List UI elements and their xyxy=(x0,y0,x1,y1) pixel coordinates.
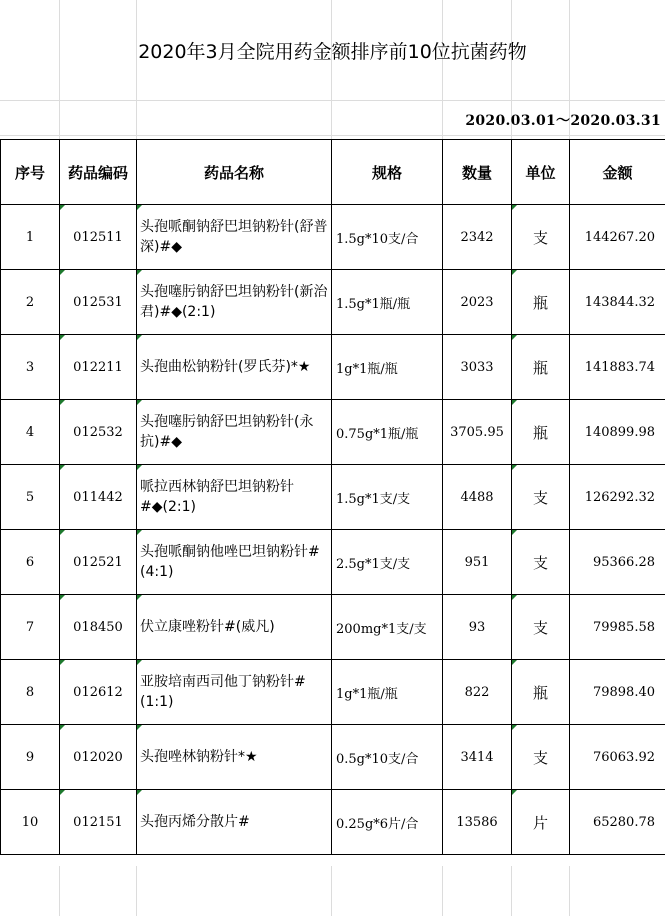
gridline xyxy=(0,135,665,136)
drug-spec xyxy=(332,335,443,400)
drug-unit-text: 支 xyxy=(532,228,548,247)
drug-name xyxy=(137,335,332,400)
drug-name-text: 头孢噻肟钠舒巴坦钠粉针(新治君)#◆(2:1) xyxy=(140,284,328,320)
drug-code xyxy=(60,335,137,400)
row-number-text: 6 xyxy=(25,554,35,570)
drug-spec-text: 1.5g*1瓶/瓶 xyxy=(336,296,411,312)
drug-unit-text: 瓶 xyxy=(532,358,548,377)
drug-name-text: 头孢噻肟钠舒巴坦钠粉针(永抗)#◆ xyxy=(140,414,314,450)
table-row xyxy=(1,465,665,530)
drug-quantity xyxy=(443,335,512,400)
row-number-text: 8 xyxy=(25,684,35,700)
drug-code-text: 012531 xyxy=(73,294,123,310)
drug-spec-text: 1g*1瓶/瓶 xyxy=(336,686,398,702)
drug-spec xyxy=(332,790,443,855)
drug-spec-text: 1g*1瓶/瓶 xyxy=(336,361,398,377)
row-number xyxy=(1,725,60,790)
drug-code xyxy=(60,270,137,335)
drug-amount xyxy=(570,335,665,400)
cell-comment-marker xyxy=(60,465,65,470)
drug-quantity xyxy=(443,270,512,335)
row-number-text: 9 xyxy=(25,749,35,765)
gridline xyxy=(59,866,60,916)
table-row xyxy=(1,400,665,465)
drug-unit xyxy=(512,790,570,855)
drug-name xyxy=(137,400,332,465)
cell-comment-marker xyxy=(137,530,142,535)
column-header: 数量 xyxy=(443,140,512,205)
drug-code xyxy=(60,400,137,465)
drug-quantity xyxy=(443,530,512,595)
cell-comment-marker xyxy=(60,790,65,795)
drug-unit xyxy=(512,660,570,725)
drug-amount-text: 144267.20 xyxy=(584,229,655,245)
cell-comment-marker xyxy=(512,530,517,535)
row-number-text: 3 xyxy=(25,359,35,375)
drug-unit-text: 瓶 xyxy=(532,683,548,702)
drug-name-text: 头孢哌酮钠他唑巴坦钠粉针#(4:1) xyxy=(140,544,320,580)
drug-amount-text: 79985.58 xyxy=(592,619,655,635)
header-row xyxy=(1,140,665,205)
drug-quantity-text: 3414 xyxy=(460,749,494,765)
page-title: 2020年3月全院用药金额排序前10位抗菌药物 xyxy=(138,40,527,63)
drug-amount xyxy=(570,530,665,595)
drug-amount-text: 140899.98 xyxy=(584,424,655,440)
drug-amount xyxy=(570,660,665,725)
drug-name xyxy=(137,530,332,595)
drug-amount xyxy=(570,270,665,335)
drug-unit xyxy=(512,270,570,335)
drug-unit xyxy=(512,465,570,530)
cell-comment-marker xyxy=(60,725,65,730)
drug-quantity xyxy=(443,465,512,530)
drug-name xyxy=(137,595,332,660)
drug-spec-text: 1.5g*10支/合 xyxy=(336,231,419,247)
drug-quantity-text: 93 xyxy=(468,619,486,635)
drug-quantity-text: 2023 xyxy=(460,294,494,310)
row-number xyxy=(1,790,60,855)
drug-code xyxy=(60,465,137,530)
drug-name-text: 头孢丙烯分散片# xyxy=(140,814,250,830)
cell-comment-marker xyxy=(512,205,517,210)
drug-unit-text: 支 xyxy=(532,748,548,767)
cell-comment-marker xyxy=(512,790,517,795)
row-number xyxy=(1,660,60,725)
drug-unit xyxy=(512,400,570,465)
drug-amount-text: 126292.32 xyxy=(584,489,655,505)
drug-quantity xyxy=(443,725,512,790)
drug-unit-text: 片 xyxy=(532,813,548,832)
drug-name-text: 亚胺培南西司他丁钠粉针#(1:1) xyxy=(140,674,306,710)
drug-spec xyxy=(332,530,443,595)
drug-code-text: 012151 xyxy=(73,814,123,830)
drug-code xyxy=(60,725,137,790)
drug-spec-text: 0.75g*1瓶/瓶 xyxy=(336,426,419,442)
cell-comment-marker xyxy=(512,660,517,665)
column-header: 规格 xyxy=(332,140,443,205)
drug-name-text: 头孢哌酮钠舒巴坦钠粉针(舒普深)#◆ xyxy=(140,219,328,255)
gridline xyxy=(569,866,570,916)
drug-spec xyxy=(332,270,443,335)
cell-comment-marker xyxy=(60,335,65,340)
drug-unit xyxy=(512,725,570,790)
gridline xyxy=(136,866,137,916)
row-number xyxy=(1,465,60,530)
drug-spec-text: 0.25g*6片/合 xyxy=(336,816,419,832)
drug-spec xyxy=(332,660,443,725)
drug-spec-text: 1.5g*1支/支 xyxy=(336,491,411,507)
row-number-text: 4 xyxy=(25,424,35,440)
gridline xyxy=(331,866,332,916)
drug-code-text: 012511 xyxy=(73,229,123,245)
drug-code xyxy=(60,595,137,660)
drug-amount xyxy=(570,465,665,530)
drug-quantity-text: 951 xyxy=(464,554,490,570)
drug-name-text: 头孢曲松钠粉针(罗氏芬)*★ xyxy=(140,359,311,375)
column-header: 单位 xyxy=(512,140,570,205)
gridline xyxy=(0,100,665,101)
cell-comment-marker xyxy=(60,530,65,535)
drug-quantity-text: 4488 xyxy=(460,489,494,505)
drug-unit xyxy=(512,205,570,270)
drug-amount-text: 65280.78 xyxy=(592,814,655,830)
cell-comment-marker xyxy=(60,205,65,210)
drug-name-text: 哌拉西林钠舒巴坦钠粉针#◆(2:1) xyxy=(140,479,294,515)
column-header: 金额 xyxy=(570,140,665,205)
column-header: 序号 xyxy=(1,140,60,205)
column-header: 药品名称 xyxy=(137,140,332,205)
cell-comment-marker xyxy=(137,595,142,600)
drug-code xyxy=(60,790,137,855)
drug-code xyxy=(60,660,137,725)
drug-quantity xyxy=(443,595,512,660)
date-range: 2020.03.01～2020.03.31 xyxy=(465,113,661,129)
drug-unit-text: 瓶 xyxy=(532,293,548,312)
table-row xyxy=(1,660,665,725)
drug-name xyxy=(137,660,332,725)
drug-quantity xyxy=(443,400,512,465)
drug-quantity xyxy=(443,660,512,725)
drug-unit-text: 瓶 xyxy=(532,423,548,442)
table-row xyxy=(1,335,665,400)
drug-spec-text: 200mg*1支/支 xyxy=(336,621,427,637)
drug-code-text: 011442 xyxy=(73,489,123,505)
cell-comment-marker xyxy=(137,270,142,275)
cell-comment-marker xyxy=(137,790,142,795)
drug-spec xyxy=(332,400,443,465)
drug-name-text: 伏立康唑粉针#(威凡) xyxy=(140,619,275,635)
drug-code-text: 012521 xyxy=(73,554,123,570)
drug-unit xyxy=(512,530,570,595)
cell-comment-marker xyxy=(137,660,142,665)
drug-quantity-text: 3705.95 xyxy=(450,424,504,440)
drug-code xyxy=(60,205,137,270)
drug-code-text: 018450 xyxy=(73,619,123,635)
drug-quantity-text: 822 xyxy=(464,684,490,700)
drug-unit-text: 支 xyxy=(532,488,548,507)
row-number xyxy=(1,595,60,660)
drug-name xyxy=(137,205,332,270)
drug-name xyxy=(137,465,332,530)
drug-amount-text: 76063.92 xyxy=(592,749,655,765)
row-number-text: 5 xyxy=(25,489,35,505)
drug-code-text: 012532 xyxy=(73,424,123,440)
table-row xyxy=(1,595,665,660)
table-row xyxy=(1,725,665,790)
cell-comment-marker xyxy=(512,400,517,405)
drug-spec-text: 0.5g*10支/合 xyxy=(336,751,419,767)
drug-code-text: 012020 xyxy=(73,749,123,765)
table-row xyxy=(1,530,665,595)
cell-comment-marker xyxy=(60,400,65,405)
drug-name-text: 头孢唑林钠粉针*★ xyxy=(140,749,258,765)
drug-spec xyxy=(332,205,443,270)
drug-spec xyxy=(332,725,443,790)
drug-amount-text: 143844.32 xyxy=(584,294,655,310)
table-row xyxy=(1,205,665,270)
row-number xyxy=(1,530,60,595)
cell-comment-marker xyxy=(137,725,142,730)
cell-comment-marker xyxy=(512,465,517,470)
drug-spec xyxy=(332,595,443,660)
table-row xyxy=(1,790,665,855)
cell-comment-marker xyxy=(60,270,65,275)
drug-quantity-text: 2342 xyxy=(460,229,494,245)
drug-unit xyxy=(512,335,570,400)
cell-comment-marker xyxy=(137,465,142,470)
drug-amount-text: 95366.28 xyxy=(592,554,655,570)
drug-code-text: 012211 xyxy=(73,359,123,375)
cell-comment-marker xyxy=(137,205,142,210)
drug-unit-text: 支 xyxy=(532,553,548,572)
row-number xyxy=(1,400,60,465)
drug-amount xyxy=(570,205,665,270)
drug-amount xyxy=(570,595,665,660)
drug-code-text: 012612 xyxy=(73,684,123,700)
drug-amount-text: 141883.74 xyxy=(584,359,655,375)
drug-name xyxy=(137,790,332,855)
drug-quantity xyxy=(443,205,512,270)
drug-spec-text: 2.5g*1支/支 xyxy=(336,556,411,572)
drug-spec xyxy=(332,465,443,530)
row-number xyxy=(1,335,60,400)
cell-comment-marker xyxy=(512,595,517,600)
drug-table xyxy=(0,139,665,855)
drug-name xyxy=(137,725,332,790)
row-number-text: 1 xyxy=(25,229,35,245)
cell-comment-marker xyxy=(60,660,65,665)
drug-amount xyxy=(570,400,665,465)
drug-unit xyxy=(512,595,570,660)
table-row xyxy=(1,270,665,335)
row-number-text: 2 xyxy=(25,294,35,310)
drug-quantity-text: 3033 xyxy=(460,359,494,375)
drug-quantity-text: 13586 xyxy=(456,814,498,830)
drug-name xyxy=(137,270,332,335)
row-number xyxy=(1,205,60,270)
gridline xyxy=(511,866,512,916)
drug-code xyxy=(60,530,137,595)
cell-comment-marker xyxy=(60,595,65,600)
row-number-text: 10 xyxy=(21,814,39,830)
drug-unit-text: 支 xyxy=(532,618,548,637)
cell-comment-marker xyxy=(137,400,142,405)
cell-comment-marker xyxy=(512,270,517,275)
row-number xyxy=(1,270,60,335)
drug-amount-text: 79898.40 xyxy=(592,684,655,700)
cell-comment-marker xyxy=(137,335,142,340)
drug-amount xyxy=(570,725,665,790)
column-header: 药品编码 xyxy=(60,140,137,205)
drug-amount xyxy=(570,790,665,855)
cell-comment-marker xyxy=(512,335,517,340)
cell-comment-marker xyxy=(512,725,517,730)
row-number-text: 7 xyxy=(25,619,35,635)
drug-quantity xyxy=(443,790,512,855)
gridline xyxy=(442,866,443,916)
